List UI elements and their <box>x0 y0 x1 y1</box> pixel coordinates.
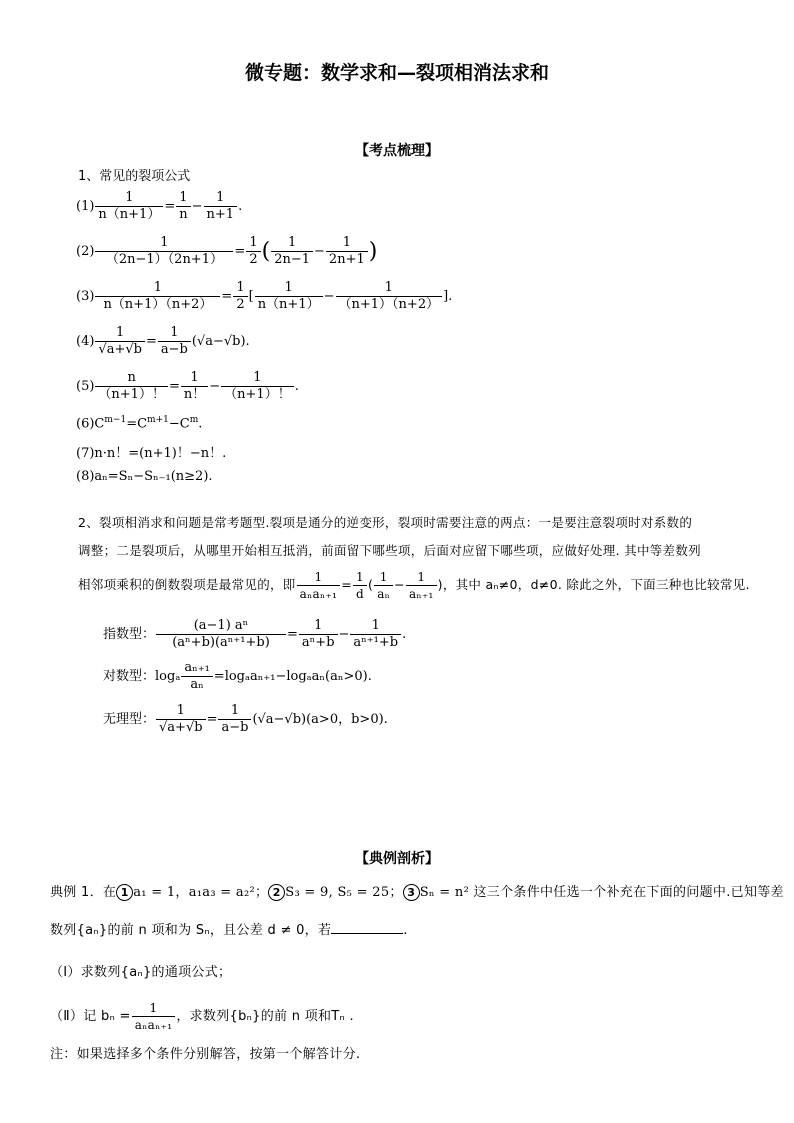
fraction: $\frac{1}{(2n-1)(2n+1)}$ <box>95 235 233 268</box>
formula-number: (1) <box>76 199 95 214</box>
circled-number: 3 <box>403 884 420 901</box>
paragraph-line: 调整；二是裂项后，从哪里开始相互抵消，前面留下哪些项，后面对应留下哪些项，应做好处理. 其中等差数列 <box>78 543 701 558</box>
fraction: $\frac{1}{n+1}$ <box>204 190 238 223</box>
formula-1: (1) $\frac{1}{n(n+1)}$ = $\frac{1}{n}$ − $\frac{1}{n+1}$ . <box>76 190 243 222</box>
fill-in-blank[interactable] <box>331 921 403 934</box>
paragraph-line: 2、裂项相消求和问题是常考题型.裂项是通分的逆变形，裂项时需要注意的两点：一是要注意裂项时对系数的 <box>78 515 693 530</box>
fraction: $\frac{1}{(n+1)!}$ <box>221 370 294 403</box>
exponential-type: 指数型： $\frac{\text{(a−1) aⁿ}}{\text{(aⁿ+b)(aⁿ⁺¹+b)}}$ = $\frac{1}{\text{aⁿ+b}}$ − $\frac{1}{\text{aⁿ⁺¹+b}}$ . <box>103 618 407 650</box>
fraction: $\frac{1}{2n-1}$ <box>271 235 313 268</box>
question-2: （Ⅱ）记 bₙ = $\frac{1}{\text{aₙaₙ₊₁}}$ ，求数列{bₙ}的前 n 项和Tₙ . <box>50 1001 354 1032</box>
formula-7: (7)n·n！=(n+1)！−n！. <box>76 446 227 461</box>
fraction: $\frac{1}{n!}$ <box>181 370 208 403</box>
question-1: （Ⅰ）求数列{aₙ}的通项公式； <box>50 965 232 980</box>
fraction: $\frac{1}{n}$ <box>176 190 190 223</box>
fraction: $\frac{1}{(n+1)(n+2)}$ <box>336 280 443 313</box>
formula-4: (4) $\frac{1}{√a+√b}$ = $\frac{1}{a-b}$ (√a−√b). <box>76 325 250 357</box>
formula-2: (2) $\frac{1}{(2n-1)(2n+1)}$ = $\frac{1}{2}$ ( $\frac{1}{2n-1}$ − $\frac{1}{2n+1}$ ) <box>76 235 378 267</box>
paragraph-line: 相邻项乘积的倒数裂项是最常见的，即 $\frac{1}{\text{aₙaₙ₊₁}}$ = $\frac{1}{d}$ ( $\frac{1}{\text{aₙ}}$ − $\frac{1}{\text{aₙ₊₁}}$ )，其中 aₙ≠0，d≠0. 除此之外，下面三种也比较常见. <box>78 570 750 601</box>
note: 注：如果选择多个条件分别解答，按第一个解答计分. <box>50 1047 361 1062</box>
section-heading-examples: 【典例剖析】 <box>355 851 439 867</box>
fraction: $\frac{1}{2}$ <box>233 280 247 313</box>
fraction: $\frac{1}{n(n+1)(n+2)}$ <box>95 280 220 313</box>
fraction: $\frac{1}{2n+1}$ <box>326 235 368 268</box>
page-title: 微专题：数学求和—裂项相消法求和 <box>244 62 549 84</box>
formula-6: $(6)C^{m-1}=C^{m+1}-C^m$. <box>76 415 203 432</box>
formula-3: (3) $\frac{1}{n(n+1)(n+2)}$ = $\frac{1}{2}$ [ $\frac{1}{n(n+1)}$ − $\frac{1}{(n+1)(n+2)}$ ]. <box>76 280 453 312</box>
fraction: $\frac{1}{2}$ <box>246 235 260 268</box>
circled-number: 2 <box>268 884 285 901</box>
irrational-type: 无理型： $\frac{1}{√a+√b}$ = $\frac{1}{a-b}$ (√a−√b)(a>0，b>0). <box>103 703 388 735</box>
logarithm-type: 对数型：logₐ $\frac{\text{aₙ₊₁}}{\text{aₙ}}$ =logₐaₙ₊₁−logₐaₙ(aₙ>0). <box>103 660 372 692</box>
intro-line: 1、常见的裂项公式 <box>78 169 191 184</box>
section-heading-key-points: 【考点梳理】 <box>355 143 439 159</box>
fraction: $\frac{1}{a-b}$ <box>158 325 191 358</box>
formula-5: (5) $\frac{n}{(n+1)!}$ = $\frac{1}{n!}$ − $\frac{1}{(n+1)!}$ . <box>76 370 299 402</box>
circled-number: 1 <box>116 884 133 901</box>
example-1-line-2: 数列{aₙ}的前 n 项和为 Sₙ，且公差 d ≠ 0，若 . <box>50 923 408 938</box>
fraction: $\frac{1}{n(n+1)}$ <box>95 190 163 223</box>
example-1-line-1: 典例 1．在 1 a₁ = 1，a₁a₃ = a₂²； 2 S₃ = 9, S₅ = 25； 3 Sₙ = n² 这三个条件中任选一个补充在下面的问题中.已知等差 <box>50 885 784 900</box>
formula-8: (8)aₙ=Sₙ−Sₙ₋₁(n≥2). <box>76 469 213 484</box>
fraction: $\frac{1}{n(n+1)}$ <box>255 280 323 313</box>
fraction: $\frac{n}{(n+1)!}$ <box>95 370 168 403</box>
fraction: $\frac{1}{√a+√b}$ <box>95 325 145 358</box>
